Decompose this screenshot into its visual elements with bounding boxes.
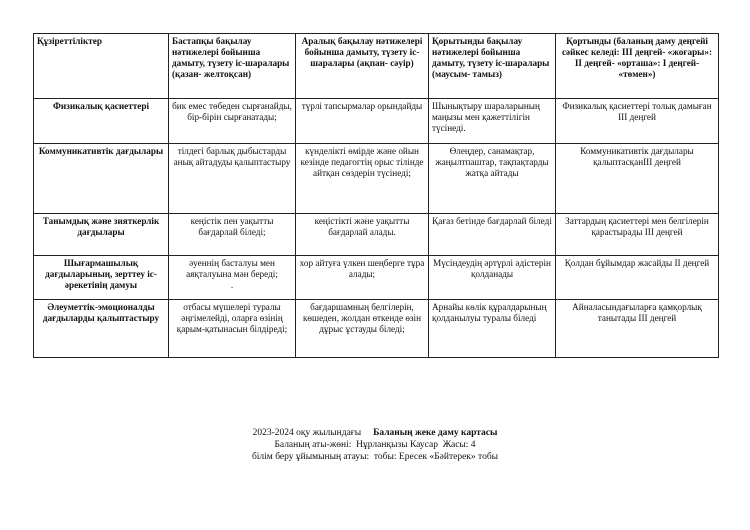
- card-title: Баланың жеке даму картасы: [373, 428, 498, 438]
- row-name-social-emotional: Әлеуметтік-эмоционалды дағдыларды қалыптастыру: [34, 300, 169, 358]
- cell-intermediate: хор айтуға үлкен шеңберге тұра алады;: [296, 256, 429, 300]
- cell-conclusion: Заттардың қасиеттері мен белгілерін қарастырады ІІІ деңгей: [556, 214, 719, 256]
- cell-intermediate: түрлі тапсырмалар орындайды: [296, 99, 429, 144]
- table-row: [34, 99, 719, 144]
- development-table: [33, 33, 719, 358]
- child-age: Жасы: 4: [442, 440, 476, 450]
- card-footer: [0, 427, 750, 463]
- footer-line-org: [0, 451, 750, 463]
- row-name-creative: Шығармашылық дағдыларының, зерттеу іс-әрекетінің дамуы: [34, 256, 169, 300]
- cell-final: Өлеңдер, санамақтар, жаңылтпаштар, тақпақтарды жатқа айтады: [429, 144, 556, 214]
- cell-intermediate: күнделікті өмірде және ойын кезінде педагогтің орыс тілінде айтқан сөздерін түсінеді;: [296, 144, 429, 214]
- cell-conclusion: Айналасындағыларға қамқорлық танытады ІІІ деңгей: [556, 300, 719, 358]
- row-name-cognitive: Танымдық және зияткерлік дағдылары: [34, 214, 169, 256]
- table-row: [34, 300, 719, 358]
- header-competencies: Құзіреттіліктер: [34, 34, 169, 99]
- header-intermediate-control: Аралық бақылау нәтижелері бойынша дамыту, түзету іс-шаралары (ақпан- сәуір): [296, 34, 429, 99]
- cell-initial: тілдегі барлық дыбыстарды анық айтадуды қалыптастыру: [169, 144, 296, 214]
- row-name-physical: Физикалық қасиеттері: [34, 99, 169, 144]
- group-name: тобы: Ересек «Бәйтерек» тобы: [373, 452, 499, 462]
- cell-final: Мүсіндеудің әртүрлі әдістерін қолданады: [429, 256, 556, 300]
- cell-initial: отбасы мүшелері туралы әңгімелейді, оларға өзінің қарым-қатынасын білдіреді;: [169, 300, 296, 358]
- cell-initial: бик емес төбеден сырғанайды, бір-бірін сырғанатады;: [169, 99, 296, 144]
- cell-conclusion: Физикалық қасиеттері толық дамыған ІІІ деңгей: [556, 99, 719, 144]
- cell-final: Шынықтыру шараларының маңызы мен қажеттілігін түсінеді.: [429, 99, 556, 144]
- cell-intermediate: бағдаршамның белгілерін, көшеден, жолдан өткенде өзін дұрыс ұстауды біледі;: [296, 300, 429, 358]
- table-row: [34, 256, 719, 300]
- cell-initial-dot: .: [230, 280, 234, 290]
- table-row: [34, 144, 719, 214]
- table-row: [34, 214, 719, 256]
- table-header-row: [34, 34, 719, 99]
- org-label: білім беру ұйымының атауы:: [251, 452, 370, 462]
- cell-final: Арнайы көлік құралдарының қолданылуы туралы біледі: [429, 300, 556, 358]
- school-year: 2023-2024 оқу жылындағы: [252, 428, 362, 438]
- cell-conclusion: Коммуникативтік дағдылары қалыптасқанІІІ деңгей: [556, 144, 719, 214]
- footer-line-name: [0, 439, 750, 451]
- header-conclusion: Қортынды (баланың даму деңгейі сәйкес келеді: ІІІ деңгей- «жоғары»: ІІ деңгей- «орташа»: І деңгей- «төмен»): [556, 34, 719, 99]
- cell-conclusion: Қолдан бұйымдар жасайды ІІ деңгей: [556, 256, 719, 300]
- cell-intermediate: кеңістікті және уақытты бағдарлай алады.: [296, 214, 429, 256]
- child-name-value: Нұрланқызы Каусар: [356, 440, 438, 450]
- row-name-communicative: Коммуникативтік дағдылары: [34, 144, 169, 214]
- cell-initial: кеңістік пен уақытты бағдарлай біледі;: [169, 214, 296, 256]
- header-final-control: Қорытынды бақылау нәтижелері бойынша дамыту, түзету іс-шаралары (маусым- тамыз): [429, 34, 556, 99]
- cell-initial-text: әуеннің басталуы мен аяқталуына мән береді;: [186, 258, 278, 279]
- cell-final: Қағаз бетінде бағдарлай біледі: [429, 214, 556, 256]
- footer-line-title: [0, 427, 750, 439]
- cell-initial: [169, 256, 296, 300]
- child-name-label: Баланың аты-жөні:: [274, 440, 352, 450]
- header-initial-control: Бастапқы бақылау нәтижелері бойынша дамыту, түзету іс-шаралары (қазан- желтоқсан): [169, 34, 296, 99]
